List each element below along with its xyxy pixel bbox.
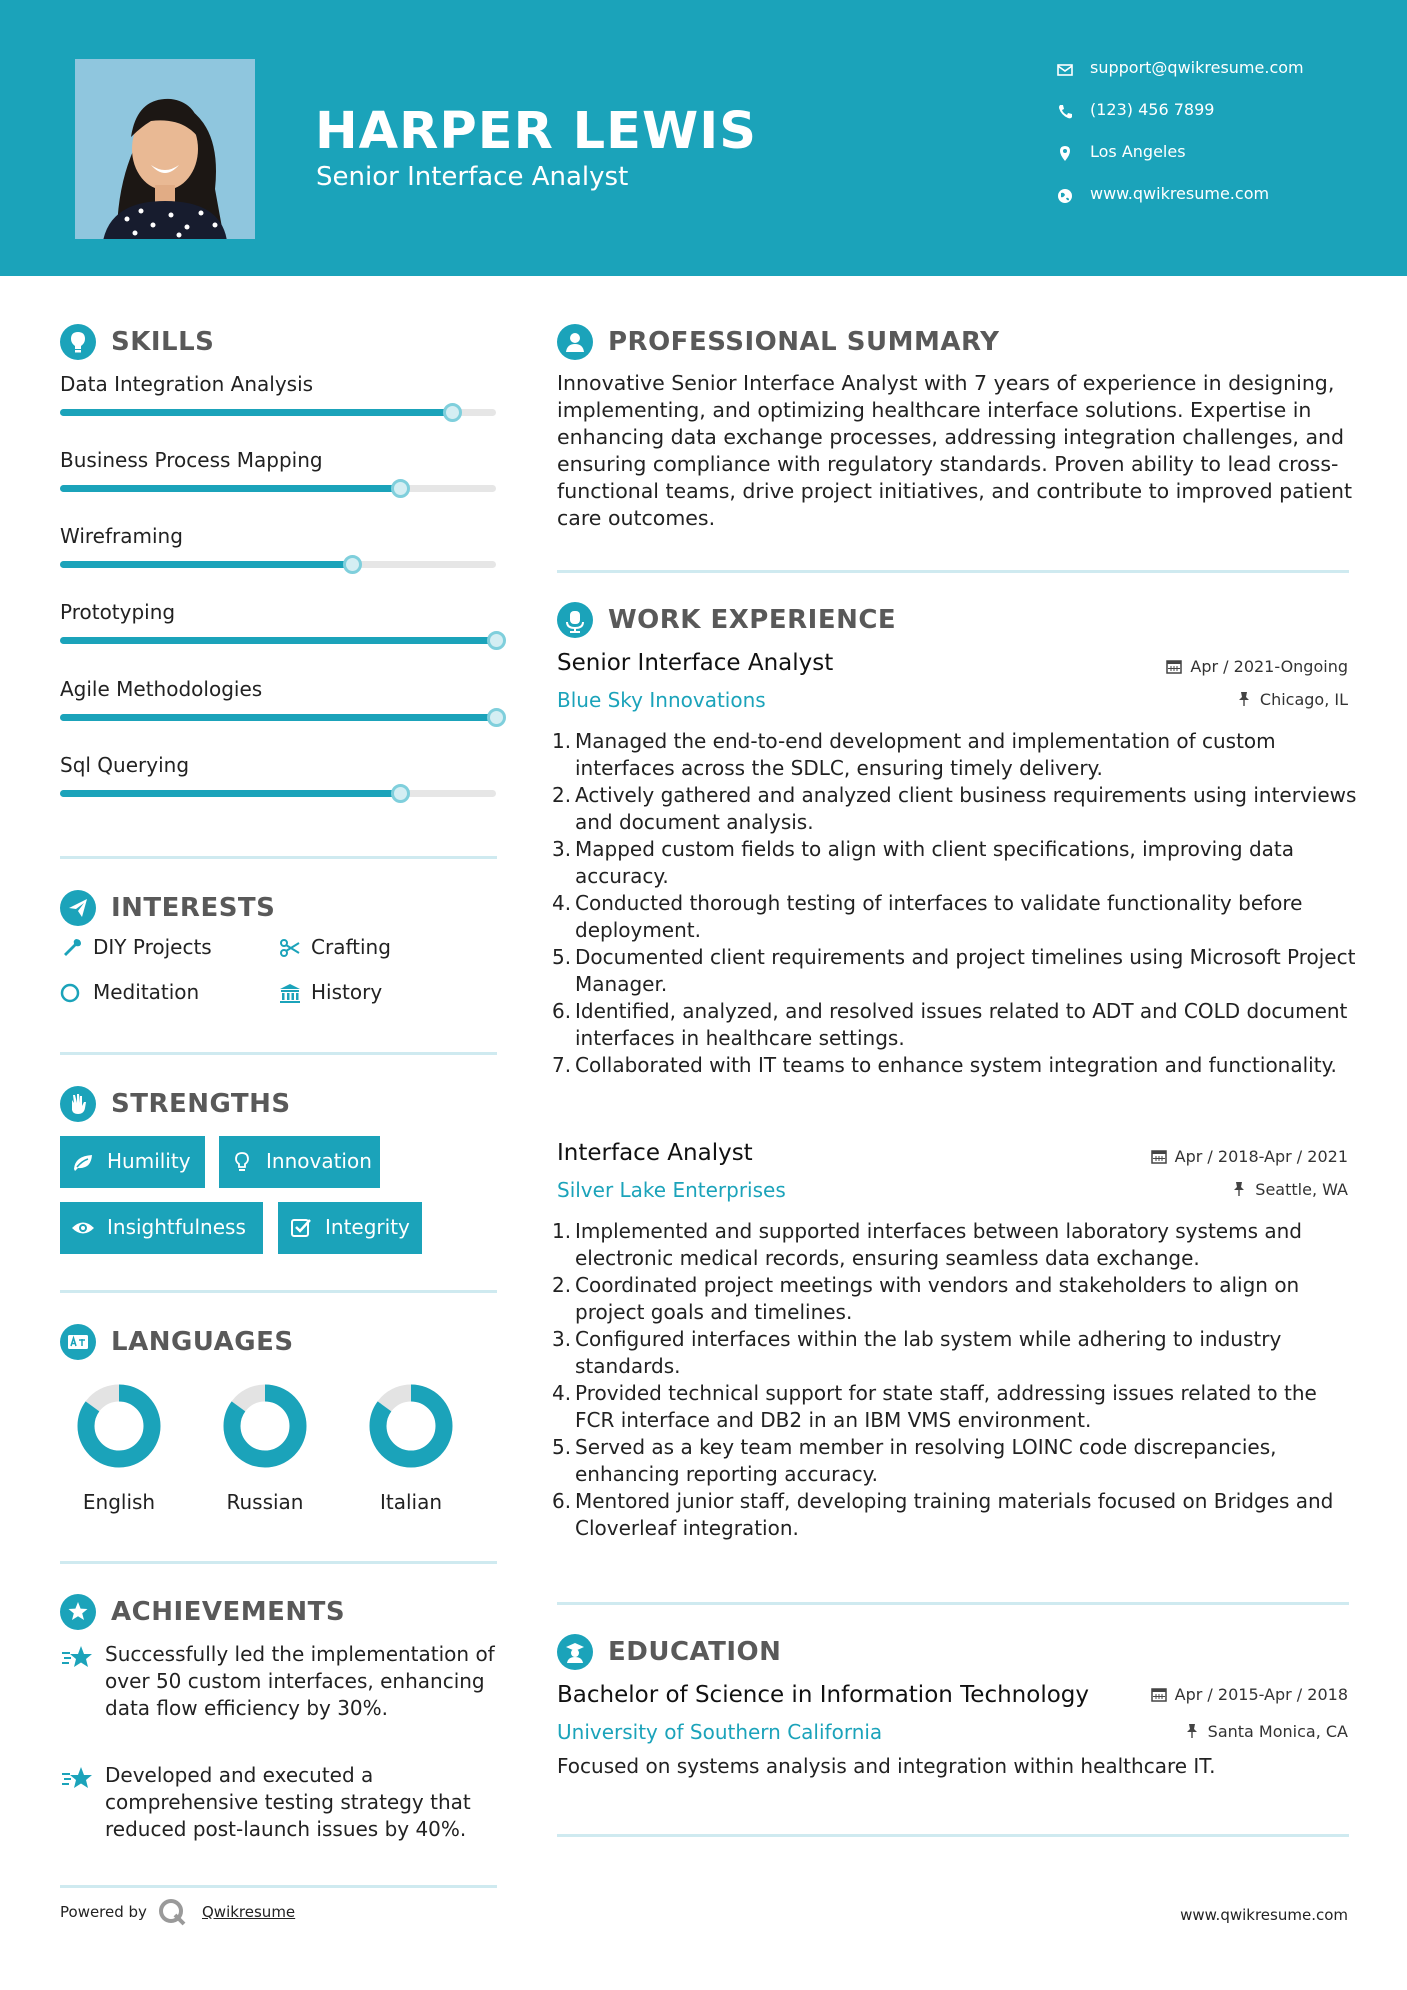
language-label: Italian (379, 1490, 443, 1514)
check-square-icon (289, 1216, 313, 1240)
strength-tag (60, 1202, 263, 1254)
language-item (351, 1380, 471, 1530)
briefcase-icon (557, 602, 593, 638)
scissors-icon (278, 936, 302, 960)
section-divider (60, 1561, 497, 1564)
lightbulb-icon (230, 1150, 254, 1174)
globe-icon (1056, 187, 1074, 205)
section-divider (557, 570, 1349, 573)
experience-heading (557, 602, 1357, 642)
languages-heading (60, 1324, 500, 1364)
profile-photo (75, 59, 255, 239)
duty-item: 2. Actively gathered and analyzed client business requirements using interviews and document analysis. (552, 783, 1357, 834)
duty-item: 3. Configured interfaces within the lab system while adhering to industry standards. (552, 1327, 1282, 1378)
bank-icon (278, 981, 302, 1005)
job-location-text: Seattle, WA (1255, 1180, 1348, 1199)
skill-bar-knob (443, 403, 462, 422)
star-icon (60, 1766, 94, 1792)
job-date-text: Apr / 2018-Apr / 2021 (1174, 1147, 1348, 1166)
duty-item: 5. Served as a key team member in resolving LOINC code discrepancies, enhancing reporting accuracy. (552, 1435, 1277, 1486)
section-divider (60, 856, 497, 859)
duty-text: Configured interfaces within the lab system while adhering to industry standards. (575, 1327, 1282, 1378)
strength-tag (219, 1136, 380, 1188)
skill-item (60, 677, 500, 737)
skill-item (60, 448, 500, 508)
duty-text: Coordinated project meetings with vendors and stakeholders to align on project goals and timelines. (575, 1273, 1300, 1324)
skill-bar-knob (391, 479, 410, 498)
skill-bar-fill (60, 790, 400, 797)
skill-bar-fill (60, 714, 496, 721)
duty-text: Identified, analyzed, and resolved issues related to ADT and COLD document interfaces in healthcare settings. (575, 999, 1348, 1050)
skill-label: Agile Methodologies (60, 677, 263, 701)
contact-text: Los Angeles (1090, 142, 1186, 161)
duty-item: 4. Provided technical support for state staff, addressing issues related to the FCR interface and DB2 in an IBM VMS environment. (552, 1381, 1317, 1432)
interest-item (278, 932, 478, 964)
section-title: ACHIEVEMENTS (111, 1597, 346, 1627)
duty-item: 5. Documented client requirements and project timelines using Microsoft Project Manager. (552, 945, 1356, 996)
pushpin-icon (1231, 1181, 1247, 1197)
job-duties (552, 1218, 1362, 1542)
job-date (1166, 657, 1348, 676)
section-divider (60, 1052, 497, 1055)
duty-item: 1. Implemented and supported interfaces between laboratory systems and electronic medical records, ensuring seamless data exchange. (552, 1219, 1302, 1270)
strength-label: Insightfulness (107, 1215, 246, 1239)
contact-text: www.qwikresume.com (1090, 184, 1270, 203)
achievements-heading (60, 1594, 500, 1634)
job-location (1231, 1180, 1348, 1199)
skill-bar (60, 714, 496, 721)
contact-text: support@qwikresume.com (1090, 58, 1304, 77)
achievement-text: Developed and executed a comprehensive testing strategy that reduced post-launch issues by 40%. (105, 1763, 471, 1841)
skill-item (60, 524, 500, 584)
duty-text: Served as a key team member in resolving LOINC code discrepancies, enhancing reporting accuracy. (575, 1435, 1277, 1486)
education-description: Focused on systems analysis and integration within healthcare IT. (557, 1754, 1216, 1778)
footer-website[interactable]: www.qwikresume.com (1180, 1906, 1348, 1924)
strength-label: Integrity (325, 1215, 410, 1239)
section-title: SKILLS (111, 327, 215, 357)
language-donut (73, 1380, 165, 1472)
education-location-text: Santa Monica, CA (1207, 1722, 1348, 1741)
wrench-icon (60, 936, 84, 960)
skill-label: Sql Querying (60, 753, 190, 777)
strengths-heading (60, 1086, 500, 1126)
job-date (1151, 1147, 1348, 1166)
skill-bar-fill (60, 561, 352, 568)
job-title: Senior Interface Analyst (557, 650, 834, 676)
calendar-icon (1166, 658, 1182, 674)
skill-label: Wireframing (60, 524, 183, 548)
skills-heading (60, 324, 500, 364)
skill-bar-fill (60, 637, 496, 644)
lightbulb-icon (60, 324, 96, 360)
eye-icon (71, 1216, 95, 1240)
language-label: Russian (226, 1490, 304, 1514)
summary-heading (557, 324, 1357, 364)
section-divider (557, 1602, 1349, 1605)
summary-text: Innovative Senior Interface Analyst with 7 years of experience in designing, implementing, and optimizing healthcare interface solutions. Expertise in enhancing data exchange processes, addressing integration challenges, and ensuring compliance with regulatory standards. Proven ability to lead cross-functional teams, drive project initiatives, and contribute to improved patient care outcomes. (557, 371, 1353, 530)
interest-item (60, 932, 260, 964)
skill-label: Data Integration Analysis (60, 372, 314, 396)
skill-bar (60, 790, 496, 797)
circle-icon (60, 981, 84, 1005)
skill-bar-knob (343, 555, 362, 574)
star-badge-icon (60, 1594, 96, 1630)
candidate-title: Senior Interface Analyst (316, 162, 629, 192)
education-date (1151, 1685, 1348, 1704)
section-title: STRENGTHS (111, 1089, 291, 1119)
job-date-text: Apr / 2021-Ongoing (1190, 657, 1348, 676)
strength-tag (278, 1202, 422, 1254)
raised-hand-icon (60, 1086, 96, 1122)
interest-item (278, 977, 478, 1009)
duty-text: Mentored junior staff, developing training materials focused on Bridges and Cloverleaf integration. (575, 1489, 1334, 1540)
skill-bar-fill (60, 485, 400, 492)
calendar-icon (1151, 1686, 1167, 1702)
graduate-icon (557, 1634, 593, 1670)
section-title: PROFESSIONAL SUMMARY (608, 327, 1000, 357)
skill-bar (60, 561, 496, 568)
section-divider (60, 1290, 497, 1293)
duty-text: Collaborated with IT teams to enhance system integration and functionality. (575, 1053, 1337, 1077)
strength-label: Humility (107, 1149, 191, 1173)
section-title: LANGUAGES (111, 1327, 294, 1357)
language-item (205, 1380, 325, 1530)
duty-text: Implemented and supported interfaces between laboratory systems and electronic medical records, ensuring seamless data exchange. (575, 1219, 1302, 1270)
interest-label: DIY Projects (93, 935, 212, 959)
skill-bar (60, 637, 496, 644)
skill-item (60, 600, 500, 660)
section-title: EDUCATION (608, 1637, 782, 1667)
job-company: Silver Lake Enterprises (557, 1178, 786, 1202)
duty-item: 1. Managed the end-to-end development and implementation of custom interfaces across the SDLC, ensuring timely delivery. (552, 729, 1276, 780)
section-title: INTERESTS (111, 893, 276, 923)
interest-label: History (311, 980, 383, 1004)
duty-text: Provided technical support for state staff, addressing issues related to the FCR interface and DB2 in an IBM VMS environment. (575, 1381, 1317, 1432)
duty-item: 6. Mentored junior staff, developing training materials focused on Bridges and Cloverleaf integration. (552, 1489, 1334, 1540)
duty-text: Mapped custom fields to align with client specifications, improving data accuracy. (575, 837, 1295, 888)
achievement-text: Successfully led the implementation of over 50 custom interfaces, enhancing data flow efficiency by 30%. (105, 1642, 495, 1720)
job-company: Blue Sky Innovations (557, 688, 766, 712)
duty-item: 2. Coordinated project meetings with vendors and stakeholders to align on project goals and timelines. (552, 1273, 1300, 1324)
job-duties (552, 728, 1362, 1079)
language-donut (365, 1380, 457, 1472)
skill-bar-fill (60, 409, 452, 416)
leaf-icon (71, 1150, 95, 1174)
envelope-icon (1056, 61, 1074, 79)
job-title: Interface Analyst (557, 1140, 753, 1166)
qwikresume-link[interactable]: Qwikresume (202, 1903, 296, 1921)
section-divider (557, 1834, 1349, 1837)
duty-text: Documented client requirements and project timelines using Microsoft Project Manager. (575, 945, 1356, 996)
resume-header (0, 0, 1407, 276)
pushpin-icon (1236, 691, 1252, 707)
education-date-text: Apr / 2015-Apr / 2018 (1174, 1685, 1348, 1704)
job-location-text: Chicago, IL (1259, 690, 1348, 709)
interest-label: Meditation (93, 980, 200, 1004)
duty-item: 6. Identified, analyzed, and resolved issues related to ADT and COLD document interfaces in healthcare settings. (552, 999, 1348, 1050)
language-icon (60, 1324, 96, 1360)
powered-by-label: Powered by (60, 1903, 147, 1921)
strength-label: Innovation (266, 1149, 372, 1173)
duty-item: 3. Mapped custom fields to align with client specifications, improving data accuracy. (552, 837, 1295, 888)
job-location (1236, 690, 1348, 709)
phone-icon (1056, 103, 1074, 121)
section-divider (60, 1885, 497, 1888)
duty-text: Conducted thorough testing of interfaces to validate functionality before deployment. (575, 891, 1303, 942)
school-name: University of Southern California (557, 1720, 883, 1744)
qwikresume-logo-icon[interactable] (157, 1897, 187, 1927)
pushpin-icon (1184, 1723, 1200, 1739)
skill-bar-knob (487, 631, 506, 650)
contact-text: (123) 456 7899 (1090, 100, 1215, 119)
duty-item: 7. Collaborated with IT teams to enhance system integration and functionality. (552, 1053, 1337, 1077)
skill-bar (60, 409, 496, 416)
interest-label: Crafting (311, 935, 391, 959)
skill-bar-knob (391, 784, 410, 803)
strength-tag (60, 1136, 205, 1188)
skill-bar-knob (487, 708, 506, 727)
skill-label: Business Process Mapping (60, 448, 323, 472)
star-icon (60, 1645, 94, 1671)
skill-item (60, 372, 500, 432)
language-item (59, 1380, 179, 1530)
section-title: WORK EXPERIENCE (608, 605, 897, 635)
calendar-icon (1151, 1148, 1167, 1164)
language-label: English (82, 1490, 156, 1514)
duty-item: 4. Conducted thorough testing of interfaces to validate functionality before deployment. (552, 891, 1303, 942)
interest-item (60, 977, 260, 1009)
candidate-name: HARPER LEWIS (315, 102, 757, 161)
education-heading (557, 1634, 1357, 1674)
user-icon (557, 324, 593, 360)
duty-text: Actively gathered and analyzed client business requirements using interviews and document analysis. (575, 783, 1357, 834)
skill-item (60, 753, 500, 813)
education-location (1184, 1722, 1348, 1741)
degree-title: Bachelor of Science in Information Technology (557, 1682, 1089, 1708)
duty-text: Managed the end-to-end development and implementation of custom interfaces across the SDLC, ensuring timely delivery. (575, 729, 1276, 780)
interests-heading (60, 890, 500, 930)
paper-plane-icon (60, 890, 96, 926)
skill-label: Prototyping (60, 600, 176, 624)
language-donut (219, 1380, 311, 1472)
skill-bar (60, 485, 496, 492)
map-pin-icon (1056, 145, 1074, 163)
